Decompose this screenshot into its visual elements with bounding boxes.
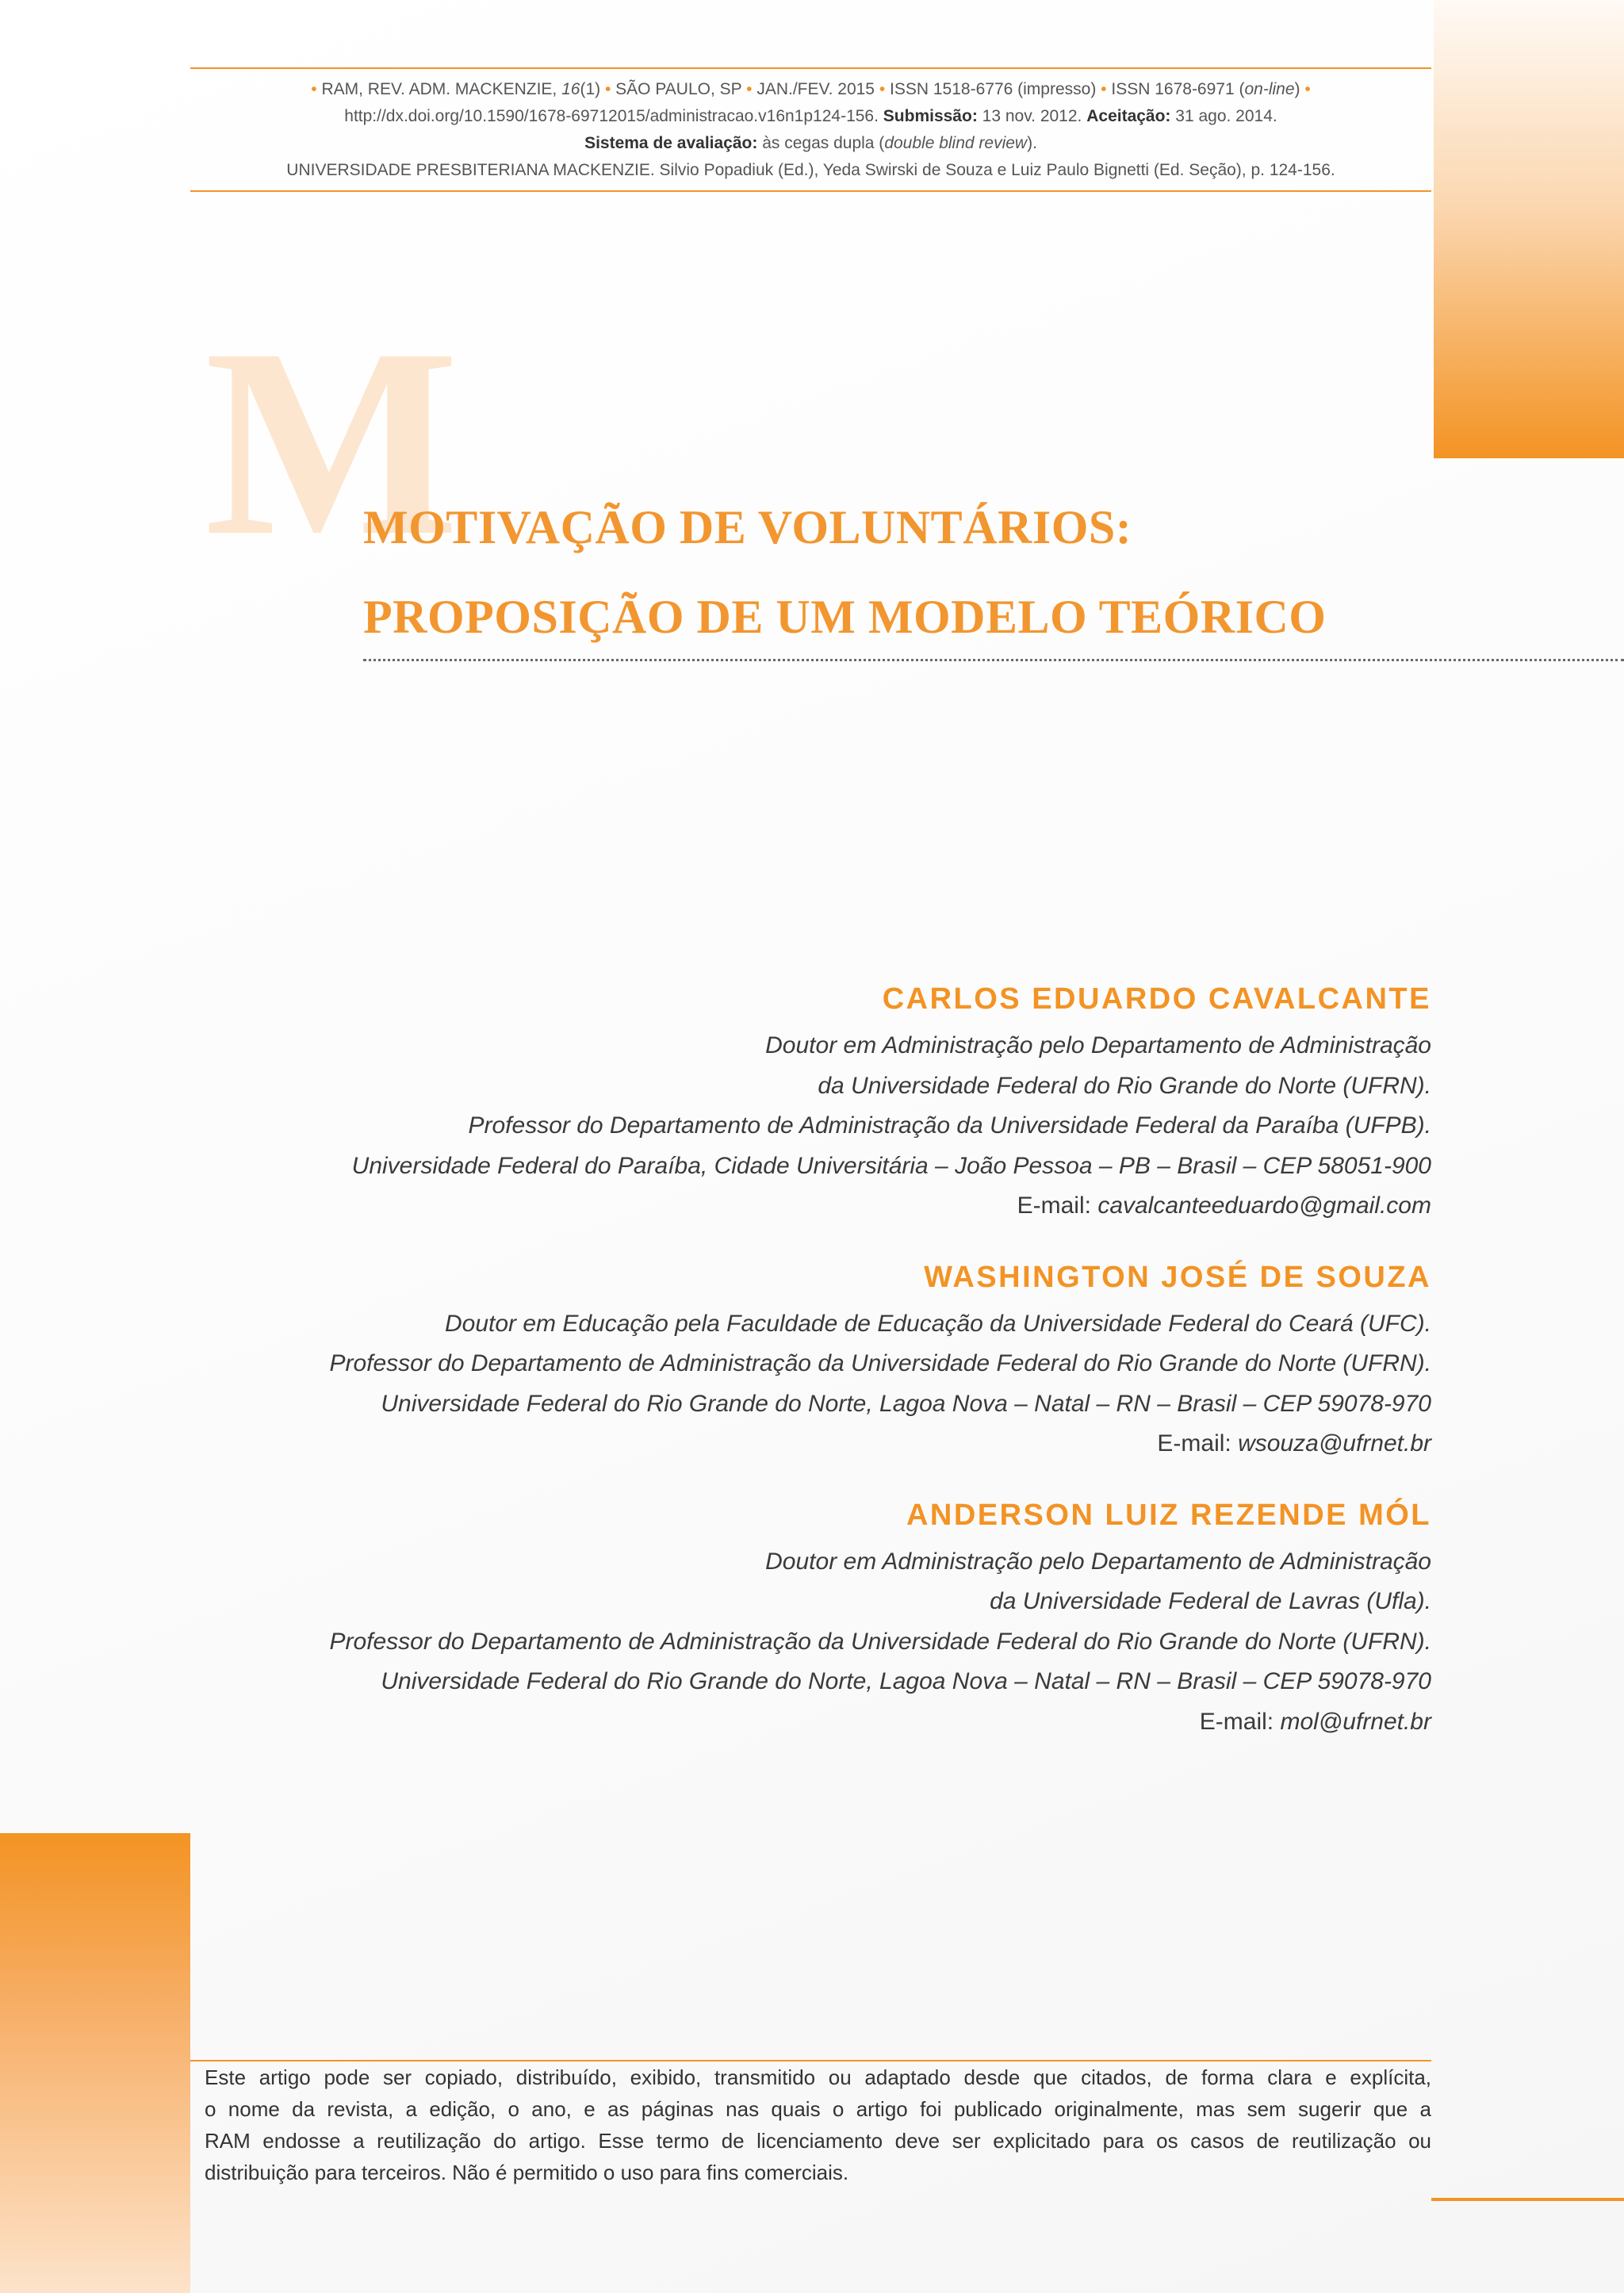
issn-print: ISSN 1518-6776 (impresso) [890,80,1097,98]
bullet-icon: • [879,80,886,98]
author-address-line: Universidade Federal do Paraíba, Cidade Universitária – João Pessoa – PB – Brasil – CEP 58051-900 [351,1152,1431,1179]
license-line: o nome da revista, a edição, o ano, e as páginas nas quais o artigo foi publicado originalmente, mas sem sugerir que a [205,2097,1431,2121]
authors-section [190,979,1431,1773]
header-line-editors: UNIVERSIDADE PRESBITERIANA MACKENZIE. Silvio Popadiuk (Ed.), Yeda Swirski de Souza e Luiz Paulo Bignetti (Ed. Seção), p. 124-156. [286,161,1335,179]
license-bottom-rule [1431,2198,1624,2201]
author-affiliation-line: da Universidade Federal do Rio Grande do Norte (UFRN). [818,1072,1431,1099]
acceptance-date: 31 ago. 2014. [1175,107,1277,125]
issn-online-suffix: ) [1294,80,1300,98]
journal-name: RAM, REV. ADM. MACKENZIE, [321,80,557,98]
issue-date: JAN./FEV. 2015 [756,80,875,98]
city: SÃO PAULO, SP [615,80,742,98]
author-affiliation-line: da Universidade Federal de Lavras (Ufla). [990,1588,1431,1614]
author-affiliation-line: Doutor em Educação pela Faculdade de Educação da Universidade Federal do Ceará (UFC). [444,1310,1431,1337]
title-line-1: MOTIVAÇÃO DE VOLUNTÁRIOS: [363,501,1132,553]
decorative-band-bottom-left [0,1833,190,2293]
decorative-band-top-right [1434,0,1624,458]
author-email-line [190,1424,1431,1464]
email-label: E-mail: [1017,1192,1091,1219]
bullet-icon: • [1101,80,1107,98]
article-title [363,483,1600,662]
header-line-doi [190,103,1431,130]
acceptance-label: Aceitação: [1086,107,1171,125]
author-details [190,1026,1431,1227]
author-email-line [190,1702,1431,1743]
bullet-icon: • [311,80,317,98]
title-line-2: PROPOSIÇÃO DE UM MODELO TEÓRICO [363,591,1327,643]
author-affiliation-line: Professor do Departamento de Administração da Universidade Federal do Rio Grande do Norte (UFRN). [329,1628,1431,1655]
license-notice [205,2061,1431,2188]
author-details [190,1304,1431,1464]
header-line-review [190,130,1431,157]
license-line: RAM endosse a reutilização do artigo. Esse termo de licenciamento deve ser explicitado para os casos de reutilização ou [205,2129,1431,2153]
submission-label: Submissão: [883,107,978,125]
author-address-line: Universidade Federal do Rio Grande do Norte, Lagoa Nova – Natal – RN – Brasil – CEP 59078-970 [381,1390,1431,1417]
license-line: distribuição para terceiros. Não é permitido o uso para fins comerciais. [205,2161,849,2184]
author-block [190,1258,1431,1464]
author-email: mol@ufrnet.br [1280,1708,1431,1735]
drop-cap-letter: M [205,293,459,591]
review-italic: double blind review [884,134,1028,152]
author-email: wsouza@ufrnet.br [1238,1430,1431,1457]
header-bottom-rule [190,190,1431,192]
submission-date: 13 nov. 2012. [982,107,1082,125]
author-affiliation-line: Doutor em Administração pelo Departamento de Administração [765,1548,1431,1575]
bullet-icon: • [604,80,611,98]
author-name: WASHINGTON JOSÉ DE SOUZA [924,1260,1431,1294]
author-name: ANDERSON LUIZ REZENDE MÓL [906,1498,1431,1532]
issn-online-italic: on-line [1244,80,1295,98]
author-email: cavalcanteeduardo@gmail.com [1097,1192,1431,1219]
email-label: E-mail: [1199,1708,1274,1735]
license-line: Este artigo pode ser copiado, distribuído, exibido, transmitido ou adaptado desde que citados, de forma clara e explícita, [205,2065,1431,2089]
review-suffix: ). [1027,134,1037,152]
header-line-citation [190,76,1431,103]
review-label: Sistema de avaliação: [584,134,758,152]
email-label: E-mail: [1157,1430,1231,1457]
header-top-rule [190,67,1431,69]
author-affiliation-line: Doutor em Administração pelo Departamento de Administração [765,1032,1431,1058]
author-address-line: Universidade Federal do Rio Grande do Norte, Lagoa Nova – Natal – RN – Brasil – CEP 59078-970 [381,1668,1431,1694]
author-affiliation-line: Professor do Departamento de Administração da Universidade Federal da Paraíba (UFPB). [468,1112,1431,1139]
author-details [190,1542,1431,1743]
citation-header [190,76,1431,184]
author-affiliation-line: Professor do Departamento de Administração da Universidade Federal do Rio Grande do Norte (UFRN). [329,1350,1431,1376]
bullet-icon: • [746,80,753,98]
volume: 16 [561,80,580,98]
issn-online-prefix: ISSN 1678-6971 ( [1111,80,1245,98]
doi: http://dx.doi.org/10.1590/1678-69712015/administracao.v16n1p124-156. [344,107,879,125]
bullet-icon: • [1304,80,1311,98]
title-dotted-divider [363,659,1624,661]
author-block [190,979,1431,1227]
author-block [190,1495,1431,1743]
author-email-line [190,1186,1431,1227]
review-text: às cegas dupla ( [762,134,885,152]
issue: (1) [580,80,601,98]
author-name: CARLOS EDUARDO CAVALCANTE [882,982,1431,1016]
